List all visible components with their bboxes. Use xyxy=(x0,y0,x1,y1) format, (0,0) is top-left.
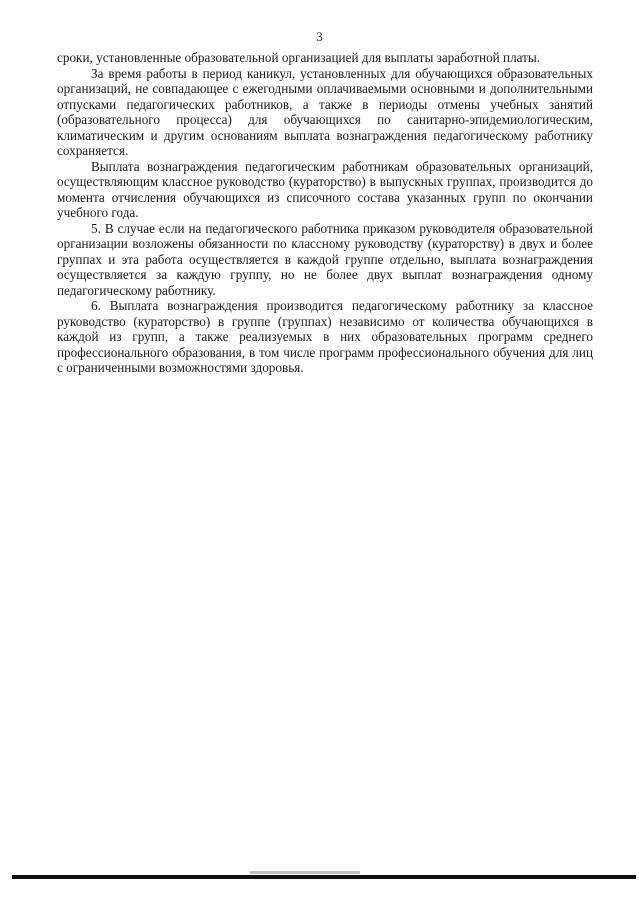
scan-smudge xyxy=(250,871,360,874)
page-number: 3 xyxy=(316,29,323,44)
paragraph-continuation: сроки, установленные образовательной организацией для выплаты заработной платы. xyxy=(57,50,541,65)
paragraph-item-5: 5. В случае если на педагогического работника приказом руководителя образовательной организации возложены обязанности по классному руководству (кураторству) в двух и более группах и эта работа осуществляется в каждой группе отдельно, выплата вознаграждения осуществляется за каждую группу, но не более двух выплат вознаграждения одному педагогическому работнику. xyxy=(57,220,593,298)
paragraph-vacation-period: За время работы в период каникул, установленных для обучающихся образовательных организаций, не совпадающее с ежегодными оплачиваемыми основными и дополнительными отпусками педагогических работников, а также в периоды отмены учебных занятий (образовательного процесса) для обучающихся по санитарно-эпидемиологическим, климатическим и другим основаниям выплата вознаграждения педагогическому работнику сохраняется. xyxy=(57,65,593,158)
scan-bottom-edge xyxy=(12,875,636,879)
paragraph-graduating-groups: Выплата вознаграждения педагогическим работникам образовательных организаций, осуществляющим классное руководство (кураторство) в выпускных группах, производится до момента отчисления обучающихся из списочного состава указанных групп по окончании учебного года. xyxy=(57,158,593,220)
paragraph-item-6: 6. Выплата вознаграждения производится педагогическому работнику за классное руководство (кураторство) в группе (группах) независимо от количества обучающихся в каждой из групп, а также реализуемых в них образовательных программ среднего профессионального образования, в том числе программ профессионального обучения для лиц с ограниченными возможностями здоровья. xyxy=(57,298,593,375)
document-body xyxy=(57,50,593,376)
